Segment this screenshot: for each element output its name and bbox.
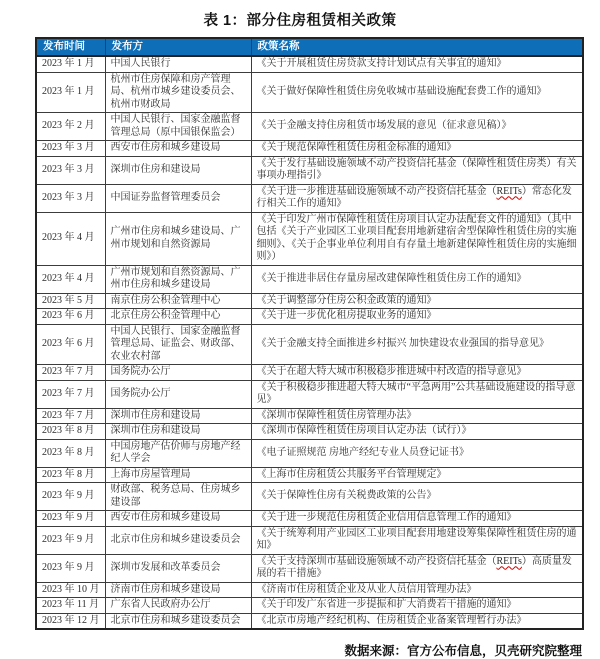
publish-date-cell: 2023 年 6 月 [36, 324, 105, 365]
publisher-cell: 深圳市住房和建设局 [105, 156, 251, 184]
spellcheck-underline: REITs [496, 185, 522, 197]
table-row [36, 554, 583, 582]
publisher-cell: 杭州市住房保障和房产管理局、杭州市城乡建设委员会、杭州市财政局 [105, 72, 251, 113]
publish-date-cell: 2023 年 6 月 [36, 309, 105, 325]
policy-name-cell: 《关于开展租赁住房贷款支持计划试点有关事宜的通知》 [251, 56, 583, 72]
publish-date-cell: 2023 年 9 月 [36, 483, 105, 511]
spellcheck-underline: REITs [496, 555, 522, 567]
publisher-cell: 广东省人民政府办公厅 [105, 598, 251, 614]
publisher-cell: 南京住房公积金管理中心 [105, 293, 251, 309]
publish-date-cell: 2023 年 3 月 [36, 184, 105, 212]
policy-name-cell: 《关于进一步规范住房租赁企业信用信息管理工作的通知》 [251, 511, 583, 527]
table-row [36, 424, 583, 440]
publisher-cell: 北京市住房和城乡建设委员会 [105, 613, 251, 629]
publish-date-cell: 2023 年 4 月 [36, 265, 105, 293]
policy-name-cell: 《深圳市保障性租赁住房项目认定办法（试行）》 [251, 424, 583, 440]
table-row [36, 408, 583, 424]
table-row [36, 439, 583, 467]
publish-date-cell: 2023 年 8 月 [36, 467, 105, 483]
policy-name-cell: 《关于发行基础设施领域不动产投资信托基金（保障性租赁住房类）有关事项办理指引》 [251, 156, 583, 184]
publisher-cell: 中国房地产估价师与房地产经纪人学会 [105, 439, 251, 467]
publisher-cell: 上海市房屋管理局 [105, 467, 251, 483]
table-row [36, 56, 583, 72]
table-header-row [36, 38, 583, 56]
policy-name-cell: 《关于进一步推进基础设施领域不动产投资信托基金（REITs）常态化发行相关工作的通知》 [251, 184, 583, 212]
policy-name-cell: 《深圳市保障性租赁住房管理办法》 [251, 408, 583, 424]
publisher-cell: 广州市住房和城乡建设局、广州市规划和自然资源局 [105, 212, 251, 265]
table-row [36, 467, 583, 483]
policy-name-cell: 《关于印发广东省进一步提振和扩大消费若干措施的通知》 [251, 598, 583, 614]
policy-table-body [36, 56, 583, 629]
table-row [36, 598, 583, 614]
policy-name-cell: 《关于印发广州市保障性租赁住房项目认定办法配套文件的通知》（其中包括《关于产业园区工业项目配套用地新建宿舍型保障性租赁住房的实施细则》、《关于企事业单位利用自有存量土地新建保障性租赁住房的实施细则》） [251, 212, 583, 265]
table-row [36, 184, 583, 212]
publisher-cell: 广州市规划和自然资源局、广州市住房和城乡建设局 [105, 265, 251, 293]
table-row [36, 309, 583, 325]
policy-name-cell: 《关于保障性住房有关税费政策的公告》 [251, 483, 583, 511]
publish-date-cell: 2023 年 2 月 [36, 113, 105, 141]
table-row [36, 365, 583, 381]
publisher-cell: 财政部、税务总局、住房城乡建设部 [105, 483, 251, 511]
policy-name-cell: 《关于规范保障性租赁住房租金标准的通知》 [251, 141, 583, 157]
publish-date-cell: 2023 年 7 月 [36, 408, 105, 424]
publish-date-cell: 2023 年 11 月 [36, 598, 105, 614]
policy-name-cell: 《上海市住房租赁公共服务平台管理规定》 [251, 467, 583, 483]
table-row [36, 156, 583, 184]
publish-date-cell: 2023 年 10 月 [36, 582, 105, 598]
policy-name-cell: 《关于积极稳步推进超大特大城市“平急两用”公共基础设施建设的指导意见》 [251, 380, 583, 408]
policy-table [35, 37, 584, 630]
publish-date-cell: 2023 年 3 月 [36, 156, 105, 184]
publish-date-cell: 2023 年 9 月 [36, 526, 105, 554]
publisher-cell: 深圳市住房和建设局 [105, 424, 251, 440]
table-row [36, 72, 583, 113]
publish-date-cell: 2023 年 3 月 [36, 141, 105, 157]
publisher-cell: 中国人民银行、国家金融监督管理总局（原中国银保监会） [105, 113, 251, 141]
policy-name-cell: 《关于金融支持住房租赁市场发展的意见（征求意见稿）》 [251, 113, 583, 141]
table-row [36, 324, 583, 365]
policy-name-cell: 《关于统筹利用产业园区工业项目配套用地建设筹集保障性租赁住房的通知》 [251, 526, 583, 554]
publish-date-cell: 2023 年 9 月 [36, 554, 105, 582]
publish-date-cell: 2023 年 7 月 [36, 380, 105, 408]
publisher-cell: 北京市住房和城乡建设委员会 [105, 526, 251, 554]
publisher-cell: 中国证券监督管理委员会 [105, 184, 251, 212]
table-row [36, 212, 583, 265]
publisher-cell: 西安市住房和城乡建设局 [105, 141, 251, 157]
publish-date-cell: 2023 年 1 月 [36, 56, 105, 72]
table-row [36, 293, 583, 309]
publisher-cell: 中国人民银行、国家金融监督管理总局、证监会、财政部、农业农村部 [105, 324, 251, 365]
policy-name-cell: 《关于推进非居住存量房屋改建保障性租赁住房工作的通知》 [251, 265, 583, 293]
policy-name-cell: 《北京市房地产经纪机构、住房租赁企业备案管理暂行办法》 [251, 613, 583, 629]
policy-name-cell: 《电子证照规范 房地产经纪专业人员登记证书》 [251, 439, 583, 467]
publisher-cell: 北京住房公积金管理中心 [105, 309, 251, 325]
publish-date-cell: 2023 年 8 月 [36, 439, 105, 467]
table-row [36, 526, 583, 554]
table-row [36, 483, 583, 511]
publisher-cell: 西安市住房和城乡建设局 [105, 511, 251, 527]
table-row [36, 511, 583, 527]
table-row [36, 380, 583, 408]
policy-name-cell: 《关于调整部分住房公积金政策的通知》 [251, 293, 583, 309]
table-row [36, 265, 583, 293]
table-row [36, 141, 583, 157]
publisher-cell: 深圳市住房和建设局 [105, 408, 251, 424]
publisher-cell: 国务院办公厅 [105, 365, 251, 381]
table-row [36, 613, 583, 629]
col-header-policy-name: 政策名称 [251, 38, 583, 56]
policy-name-cell: 《关于做好保障性租赁住房免收城市基础设施配套费工作的通知》 [251, 72, 583, 113]
publisher-cell: 国务院办公厅 [105, 380, 251, 408]
col-header-publisher: 发布方 [105, 38, 251, 56]
policy-name-cell: 《关于进一步优化租房提取业务的通知》 [251, 309, 583, 325]
publish-date-cell: 2023 年 12 月 [36, 613, 105, 629]
publisher-cell: 中国人民银行 [105, 56, 251, 72]
policy-name-cell: 《关于金融支持全面推进乡村振兴 加快建设农业强国的指导意见》 [251, 324, 583, 365]
policy-name-cell: 《关于支持深圳市基础设施领域不动产投资信托基金（REITs）高质量发展的若干措施》 [251, 554, 583, 582]
policy-name-cell: 《关于在超大特大城市积极稳步推进城中村改造的指导意见》 [251, 365, 583, 381]
publish-date-cell: 2023 年 1 月 [36, 72, 105, 113]
publish-date-cell: 2023 年 7 月 [36, 365, 105, 381]
col-header-publish-date: 发布时间 [36, 38, 105, 56]
data-source-note: 数据来源：官方公布信息，贝壳研究院整理 [344, 644, 582, 658]
publisher-cell: 济南市住房和城乡建设局 [105, 582, 251, 598]
table-row [36, 113, 583, 141]
policy-name-cell: 《济南市住房租赁企业及从业人员信用管理办法》 [251, 582, 583, 598]
publish-date-cell: 2023 年 4 月 [36, 212, 105, 265]
publish-date-cell: 2023 年 8 月 [36, 424, 105, 440]
table-title: 表 1：部分住房租赁相关政策 [203, 13, 397, 29]
table-row [36, 582, 583, 598]
publish-date-cell: 2023 年 5 月 [36, 293, 105, 309]
publisher-cell: 深圳市发展和改革委员会 [105, 554, 251, 582]
publish-date-cell: 2023 年 9 月 [36, 511, 105, 527]
